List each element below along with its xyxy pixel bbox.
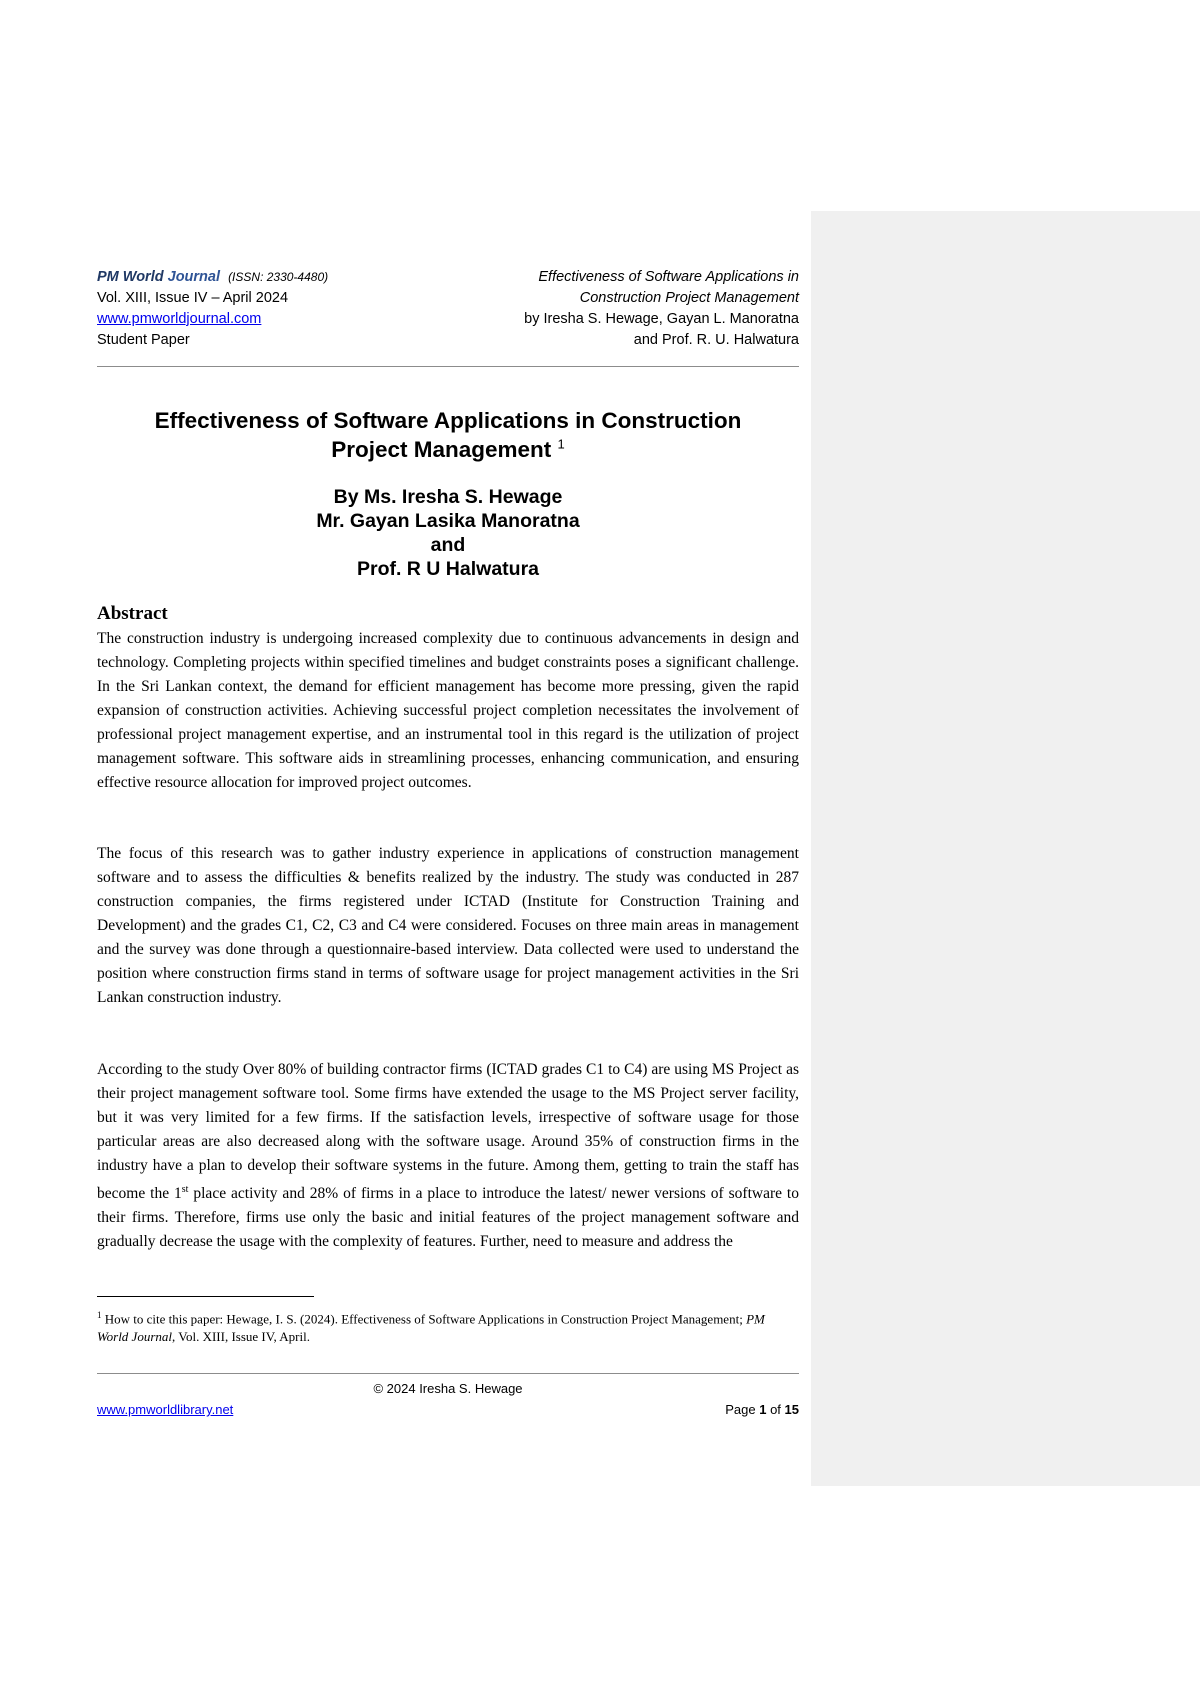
abstract-paragraph-2: The focus of this research was to gather industry experience in applications of construction management software and to assess the difficulties & benefits realized by the industry. The study was conducted in 287 construction companies, the firms registered under ICTAD (Institute for Construction Training and Development) and the grades C1, C2, C3 and C4 were considered. Focuses on three main areas in management and the survey was done through a questionnaire-based interview. Data collected were used to understand the position where construction firms stand in terms of software usage for project management activities in the Sri Lankan construction industry.: [97, 845, 799, 1006]
paper-title: [97, 406, 799, 464]
footnote-journal: PM World Journal: [97, 1311, 765, 1345]
running-title-line2: Construction Project Management: [579, 290, 799, 306]
journal-volume: Vol. XIII, Issue IV – April 2024: [97, 290, 289, 306]
journal-issn: (ISSN: 2330-4480): [228, 270, 329, 284]
paper-type: Student Paper: [97, 332, 190, 348]
ordinal-superscript: st: [181, 1184, 189, 1195]
paragraph-3-part-a: According to the study Over 80% of building contractor firms (ICTAD grades C1 to C4) are using MS Project as their project management software tool. Some firms have extended the usage to the MS Project server facility, but it was very limited for a few firms. If the satisfaction levels, irrespective of software usage for those particular areas are also decreased along with the software usage. Around 35% of construction firms in the industry have a plan to develop their software systems in the future. Among them, getting to train the staff has become the 1: [97, 1061, 799, 1203]
abstract-paragraph-1: The construction industry is undergoing increased complexity due to continuous advancements in design and technology. Completing projects within specified timelines and budget constraints poses a significant challenge. In the Sri Lankan context, the demand for efficient management has become more pressing, given the rapid expansion of construction activities. Achieving successful project completion necessitates the involvement of professional project management expertise, and an instrumental tool in this regard is the utilization of project management software. This software aids in streamlining processes, enhancing communication, and ensuring effective resource allocation for improved project outcomes.: [97, 630, 799, 791]
paper-title-line1: Effectiveness of Software Applications in Construction: [154, 408, 742, 433]
journal-name-pm: PM World: [97, 269, 164, 285]
running-authors-line1: by Iresha S. Hewage, Gayan L. Manoratna: [524, 311, 799, 327]
page-total: 15: [784, 1402, 799, 1417]
footer-divider: [97, 1373, 799, 1374]
paper-title-line2: Project Management: [331, 437, 552, 462]
footnote-separator: [97, 1296, 314, 1297]
journal-website-link[interactable]: www.pmworldjournal.com: [97, 311, 262, 327]
header-divider: [97, 366, 799, 367]
comment-pane: [811, 211, 1200, 1486]
running-title-line1: Effectiveness of Software Applications in: [538, 269, 799, 285]
title-footnote-mark[interactable]: 1: [557, 436, 565, 452]
header-right: [524, 267, 799, 351]
author-conjunction: and: [430, 534, 466, 556]
header-left: [97, 267, 328, 351]
page-number: [725, 1402, 799, 1417]
library-link[interactable]: www.pmworldlibrary.net: [97, 1402, 234, 1417]
running-header: [97, 267, 799, 365]
footnote-text-a: How to cite this paper: Hewage, I. S. (2024). Effectiveness of Software Applications in Construction Project Management;: [101, 1311, 747, 1327]
footnote-mark: 1: [97, 1310, 102, 1320]
page-label: Page: [725, 1402, 760, 1417]
author-2: Mr. Gayan Lasika Manoratna: [316, 510, 580, 532]
author-1: By Ms. Iresha S. Hewage: [333, 486, 563, 508]
footnote: [97, 1306, 799, 1346]
abstract-paragraph-3: [97, 1058, 799, 1254]
page-current: 1: [759, 1402, 767, 1417]
journal-name-journal: Journal: [167, 269, 220, 285]
author-block: [97, 485, 799, 581]
footnote-text-b: , Vol. XIII, Issue IV, April.: [172, 1329, 310, 1345]
paragraph-3-part-b: place activity and 28% of firms in a place to introduce the latest/ newer versions of software to their firms. Therefore, firms use only the basic and initial features of the project management software and gradually decrease the usage with the complexity of features. Further, need to measure and address the: [97, 1185, 799, 1251]
page-of: of: [766, 1402, 785, 1417]
copyright-notice: © 2024 Iresha S. Hewage: [373, 1381, 523, 1396]
abstract-heading: Abstract: [97, 603, 168, 624]
author-3: Prof. R U Halwatura: [356, 558, 540, 580]
running-authors-line2: and Prof. R. U. Halwatura: [633, 332, 799, 348]
